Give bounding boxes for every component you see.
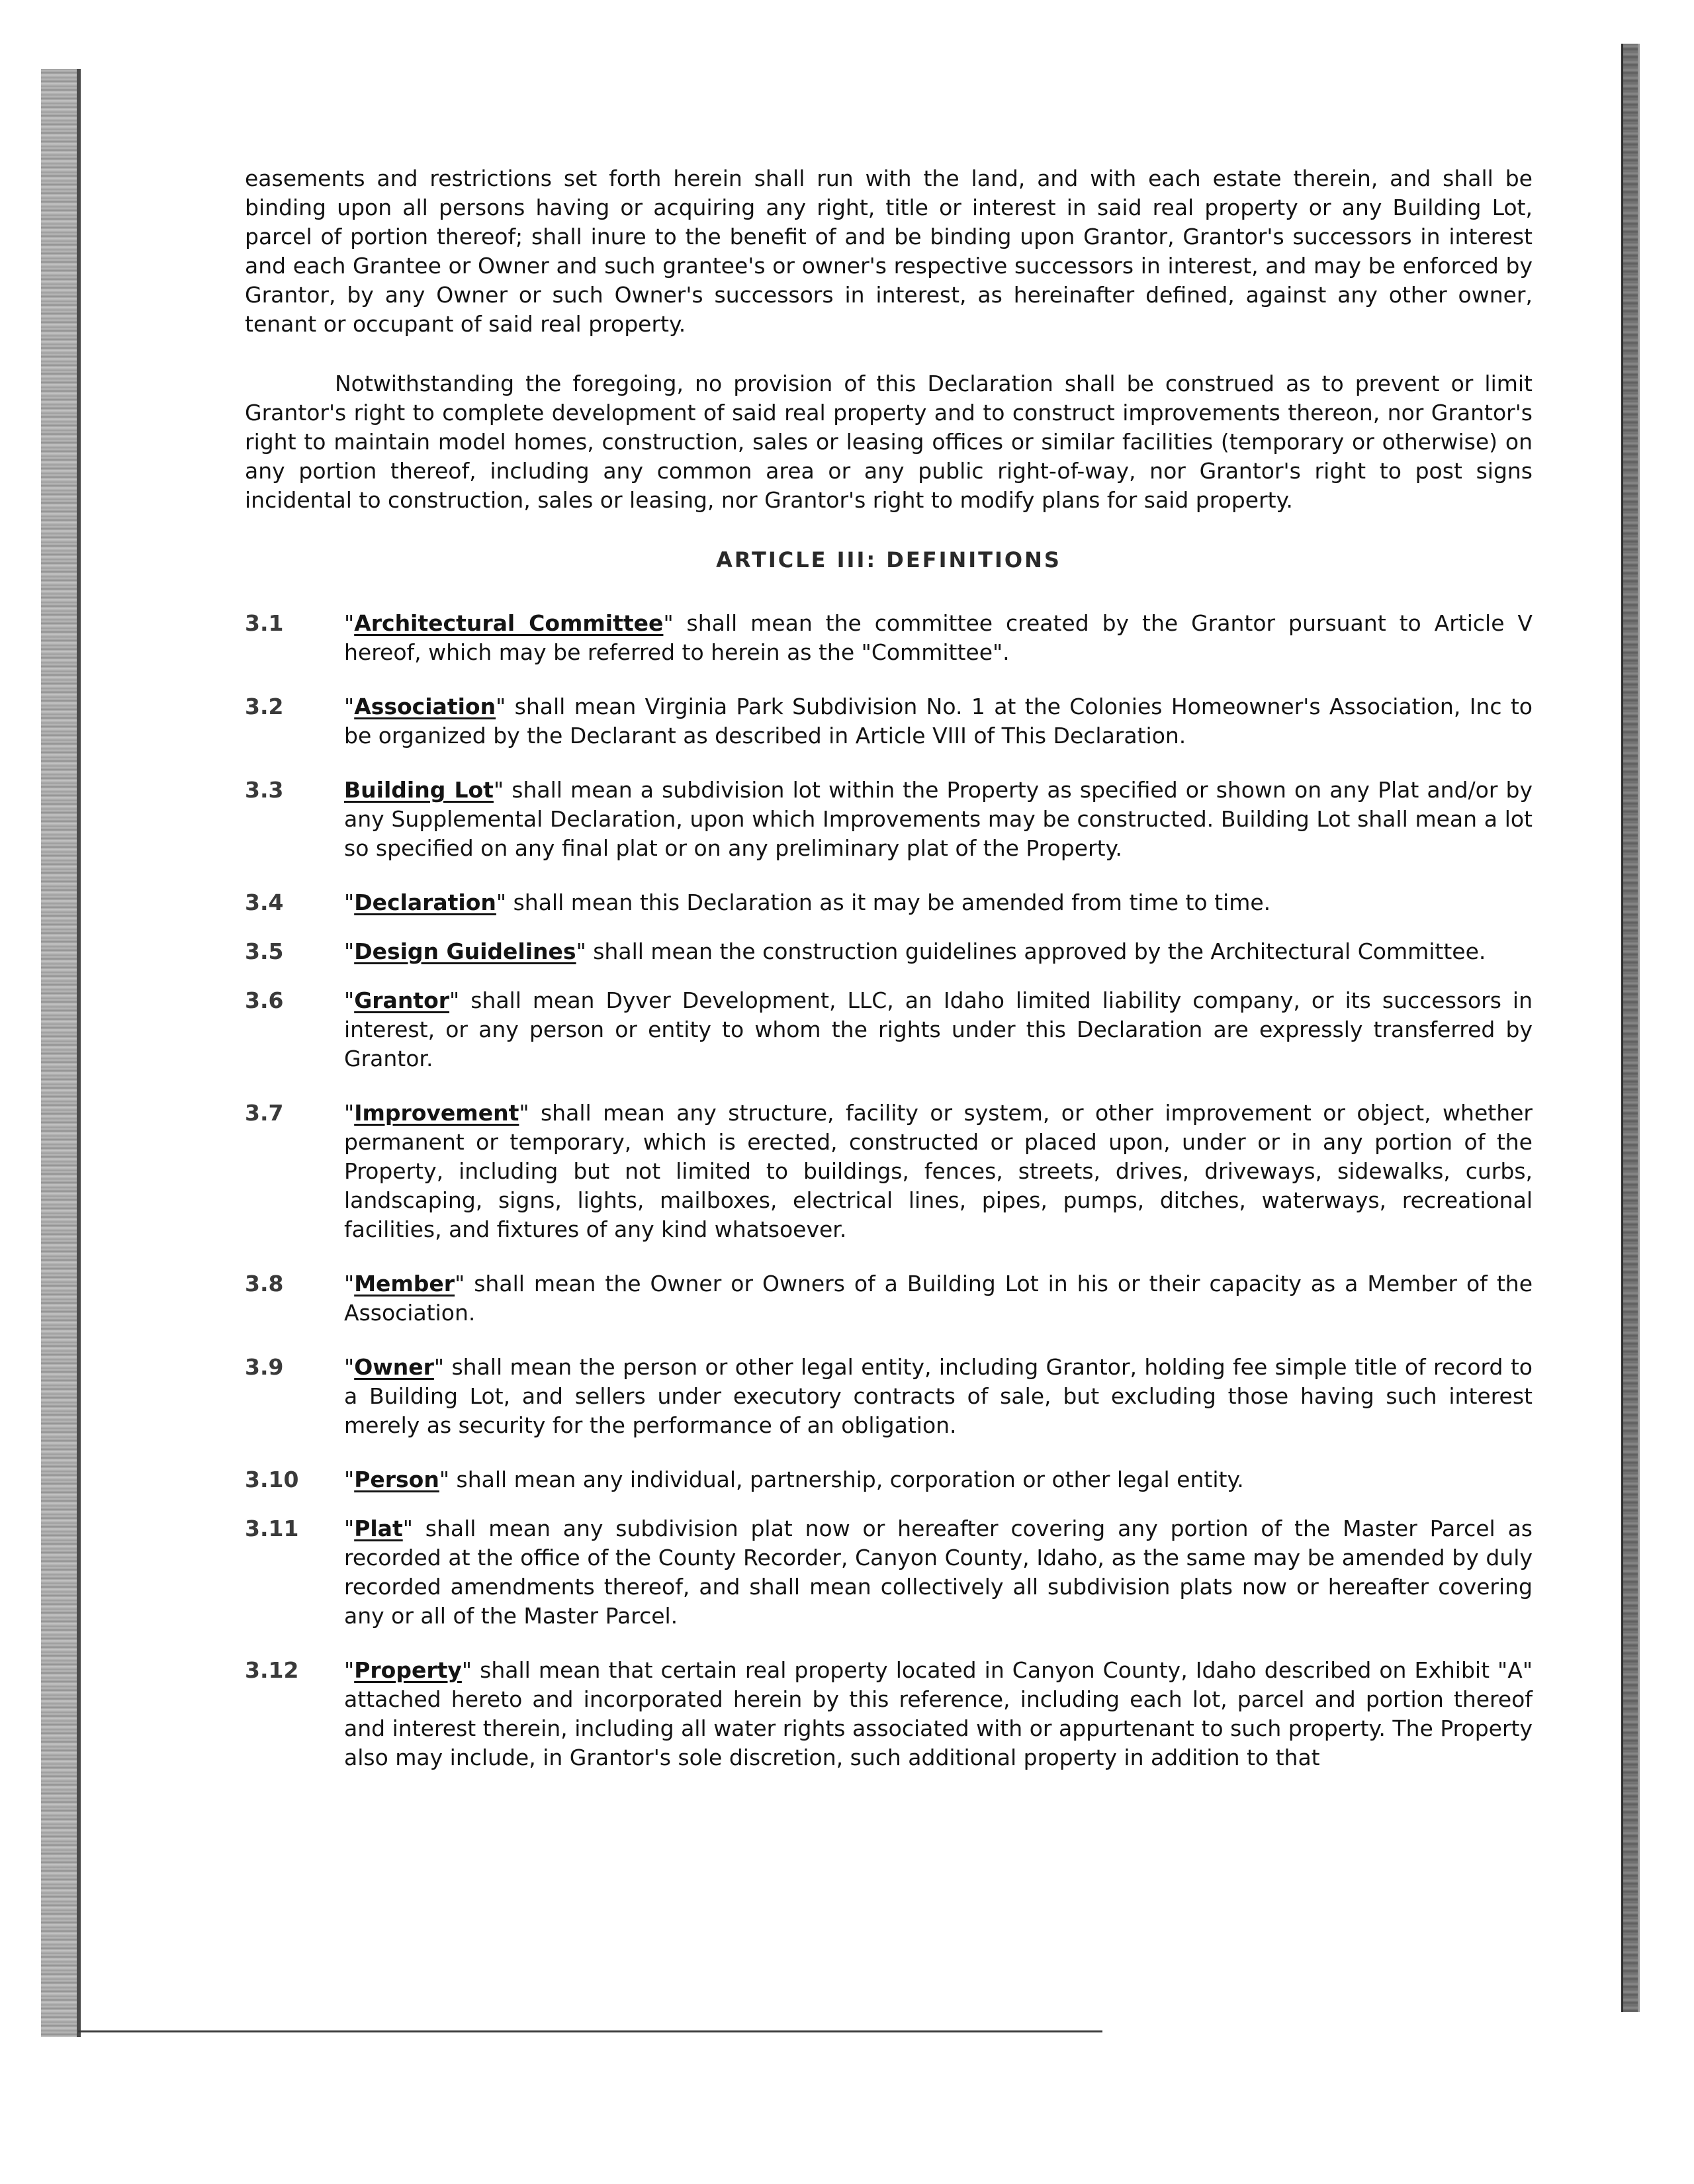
- definition-number: 3.11: [245, 1516, 299, 1541]
- definition-term: Owner: [354, 1354, 434, 1380]
- definition-number: 3.12: [245, 1657, 299, 1683]
- definition-item: 3.11 "Plat" shall mean any subdivision plat now or hereafter covering any portion of the Master Parcel as recorded at the office of the County Recorder, Canyon County, Idaho, as the same may be amended by duly recorded amendments thereof, and shall mean collectively all subdivision plats now or hereafter covering any or all of the Master Parcel.: [245, 1516, 1533, 1629]
- definition-text: shall mean the Owner or Owners of a Building Lot in his or their capacity as a Member of the Association.: [344, 1271, 1533, 1326]
- scan-right-edge: [1621, 44, 1640, 2012]
- definition-item: 3.9 "Owner" shall mean the person or other legal entity, including Grantor, holding fee simple title of record to a Building Lot, and sellers under executory contracts of sale, but excluding those having such interest merely as security for the performance of an obligation.: [245, 1354, 1533, 1438]
- definition-term: Association: [354, 694, 496, 719]
- scan-bottom-rule: [78, 2030, 1102, 2032]
- definition-number: 3.10: [245, 1467, 299, 1492]
- paragraph-covenants-run-with-land: easements and restrictions set forth herein shall run with the land, and with each estate therein, and shall be binding upon all persons having or acquiring any right, title or interest in said real property or any Building Lot, parcel of portion thereof; shall inure to the benefit of and be binding upon Grantor, Grantor's successors in interest and each Grantee or Owner and such grantee's or owner's respective successors in interest, and may be enforced by Grantor, by any Owner or such Owner's successors in interest, as hereinafter defined, against any other owner, tenant or occupant of said real property.: [245, 165, 1533, 337]
- definition-number: 3.8: [245, 1271, 284, 1297]
- document-page: [245, 164, 1533, 1797]
- definition-text: shall mean this Declaration as it may be amended from time to time.: [506, 889, 1271, 915]
- definition-number: 3.7: [245, 1100, 284, 1126]
- definition-text: shall mean any individual, partnership, corporation or other legal entity.: [449, 1467, 1244, 1492]
- definition-item: 3.2 "Association" shall mean Virginia Park Subdivision No. 1 at the Colonies Homeowner's Association, Inc to be organized by the Declarant as described in Article VIII of This Declaration.: [245, 694, 1533, 749]
- definition-text: shall mean any subdivision plat now or hereafter covering any portion of the Master Parcel as recorded at the office of the County Recorder, Canyon County, Idaho, as the same may be amended by duly recorded amendments thereof, and shall mean collectively all subdivision plats now or hereafter covering any or all of the Master Parcel.: [344, 1516, 1533, 1629]
- definition-number: 3.6: [245, 987, 284, 1013]
- definition-text: shall mean any structure, facility or system, or other improvement or object, whether permanent or temporary, which is erected, constructed or placed upon, under or in any portion of the Property, including but not limited to buildings, fences, streets, drives, driveways, sidewalks, curbs, landscaping, signs, lights, mailboxes, electrical lines, pipes, pumps, ditches, waterways, recreational facilities, and fixtures of any kind whatsoever.: [344, 1100, 1533, 1242]
- definition-text: shall mean Virginia Park Subdivision No. 1 at the Colonies Homeowner's Association, Inc to be organized by the Declarant as described in Article VIII of This Declaration.: [344, 694, 1533, 749]
- definition-item: 3.4 "Declaration" shall mean this Declaration as it may be amended from time to time.: [245, 888, 1533, 917]
- definition-text: shall mean the construction guidelines approved by the Architectural Committee.: [586, 938, 1486, 964]
- definition-term: Person: [354, 1467, 439, 1492]
- definition-text: shall mean that certain real property located in Canyon County, Idaho described on Exhibit "A" attached hereto and incorporated herein by this reference, including each lot, parcel and portion thereof and interest therein, including all water rights associated with or appurtenant to such property. The Property also may include, in Grantor's sole discretion, such additional property in addition to that: [344, 1657, 1533, 1770]
- definition-term: Improvement: [354, 1100, 519, 1126]
- definition-term: Plat: [354, 1516, 403, 1541]
- paragraph-notwithstanding: Notwithstanding the foregoing, no provision of this Declaration shall be construed as to prevent or limit Grantor's right to complete development of said real property and to construct improvements thereon, nor Grantor's right to maintain model homes, construction, sales or leasing offices or similar facilities (temporary or otherwise) on any portion thereof, including any common area or any public right-of-way, nor Grantor's right to post signs incidental to construction, sales or leasing, nor Grantor's right to modify plans for said property.: [245, 371, 1533, 513]
- definition-number: 3.9: [245, 1354, 284, 1380]
- definition-item: 3.1 "Architectural Committee" shall mean the committee created by the Grantor pursuant to Article V hereof, which may be referred to herein as the "Committee".: [245, 610, 1533, 665]
- definition-number: 3.5: [245, 938, 284, 964]
- definition-text: shall mean the committee created by the Grantor pursuant to Article V hereof, which may be referred to herein as the "Committee".: [344, 610, 1533, 665]
- definition-number: 3.3: [245, 777, 284, 803]
- definition-term: Architectural Committee: [354, 610, 664, 636]
- definition-item: 3.5 "Design Guidelines" shall mean the construction guidelines approved by the Architectural Committee.: [245, 937, 1533, 966]
- definition-term: Member: [354, 1271, 455, 1297]
- article-heading: ARTICLE III: DEFINITIONS: [716, 547, 1061, 572]
- definition-item: 3.6 "Grantor" shall mean Dyver Development, LLC, an Idaho limited liability company, or its successors in interest, or any person or entity to whom the rights under this Declaration are expressly transferred by Grantor.: [245, 987, 1533, 1071]
- definition-item: 3.8 "Member" shall mean the Owner or Owners of a Building Lot in his or their capacity as a Member of the Association.: [245, 1271, 1533, 1326]
- definition-text: shall mean the person or other legal entity, including Grantor, holding fee simple title of record to a Building Lot, and sellers under executory contracts of sale, but excluding those having such interest merely as security for the performance of an obligation.: [344, 1354, 1533, 1438]
- definition-item: 3.10 "Person" shall mean any individual, partnership, corporation or other legal entity.: [245, 1465, 1533, 1494]
- definition-number: 3.2: [245, 694, 284, 719]
- scan-left-edge: [41, 69, 81, 2037]
- definition-term: Building Lot: [344, 777, 494, 803]
- definition-item: 3.3 Building Lot" shall mean a subdivision lot within the Property as specified or shown on any Plat and/or by any Supplemental Declaration, upon which Improvements may be constructed. Building Lot shall mean a lot so specified on any final plat or on any preliminary plat of the Property.: [245, 777, 1533, 861]
- definition-term: Declaration: [354, 889, 496, 915]
- definition-text: shall mean a subdivision lot within the Property as specified or shown on any Plat and/or by any Supplemental Declaration, upon which Improvements may be constructed. Building Lot shall mean a lot so specified on any final plat or on any preliminary plat of the Property.: [344, 777, 1533, 861]
- definition-number: 3.1: [245, 610, 284, 636]
- definition-item: 3.7 "Improvement" shall mean any structure, facility or system, or other improvement or object, whether permanent or temporary, which is erected, constructed or placed upon, under or in any portion of the Property, including but not limited to buildings, fences, streets, drives, driveways, sidewalks, curbs, landscaping, signs, lights, mailboxes, electrical lines, pipes, pumps, ditches, waterways, recreational facilities, and fixtures of any kind whatsoever.: [245, 1100, 1533, 1242]
- definition-item: 3.12 "Property" shall mean that certain real property located in Canyon County, Idaho described on Exhibit "A" attached hereto and incorporated herein by this reference, including each lot, parcel and portion thereof and interest therein, including all water rights associated with or appurtenant to such property. The Property also may include, in Grantor's sole discretion, such additional property in addition to that: [245, 1657, 1533, 1770]
- definition-term: Property: [354, 1657, 462, 1683]
- definition-term: Design Guidelines: [354, 938, 576, 964]
- definition-number: 3.4: [245, 889, 284, 915]
- definition-text: shall mean Dyver Development, LLC, an Idaho limited liability company, or its successors in interest, or any person or entity to whom the rights under this Declaration are expressly transferred by Grantor.: [344, 987, 1533, 1071]
- definition-term: Grantor: [354, 987, 450, 1013]
